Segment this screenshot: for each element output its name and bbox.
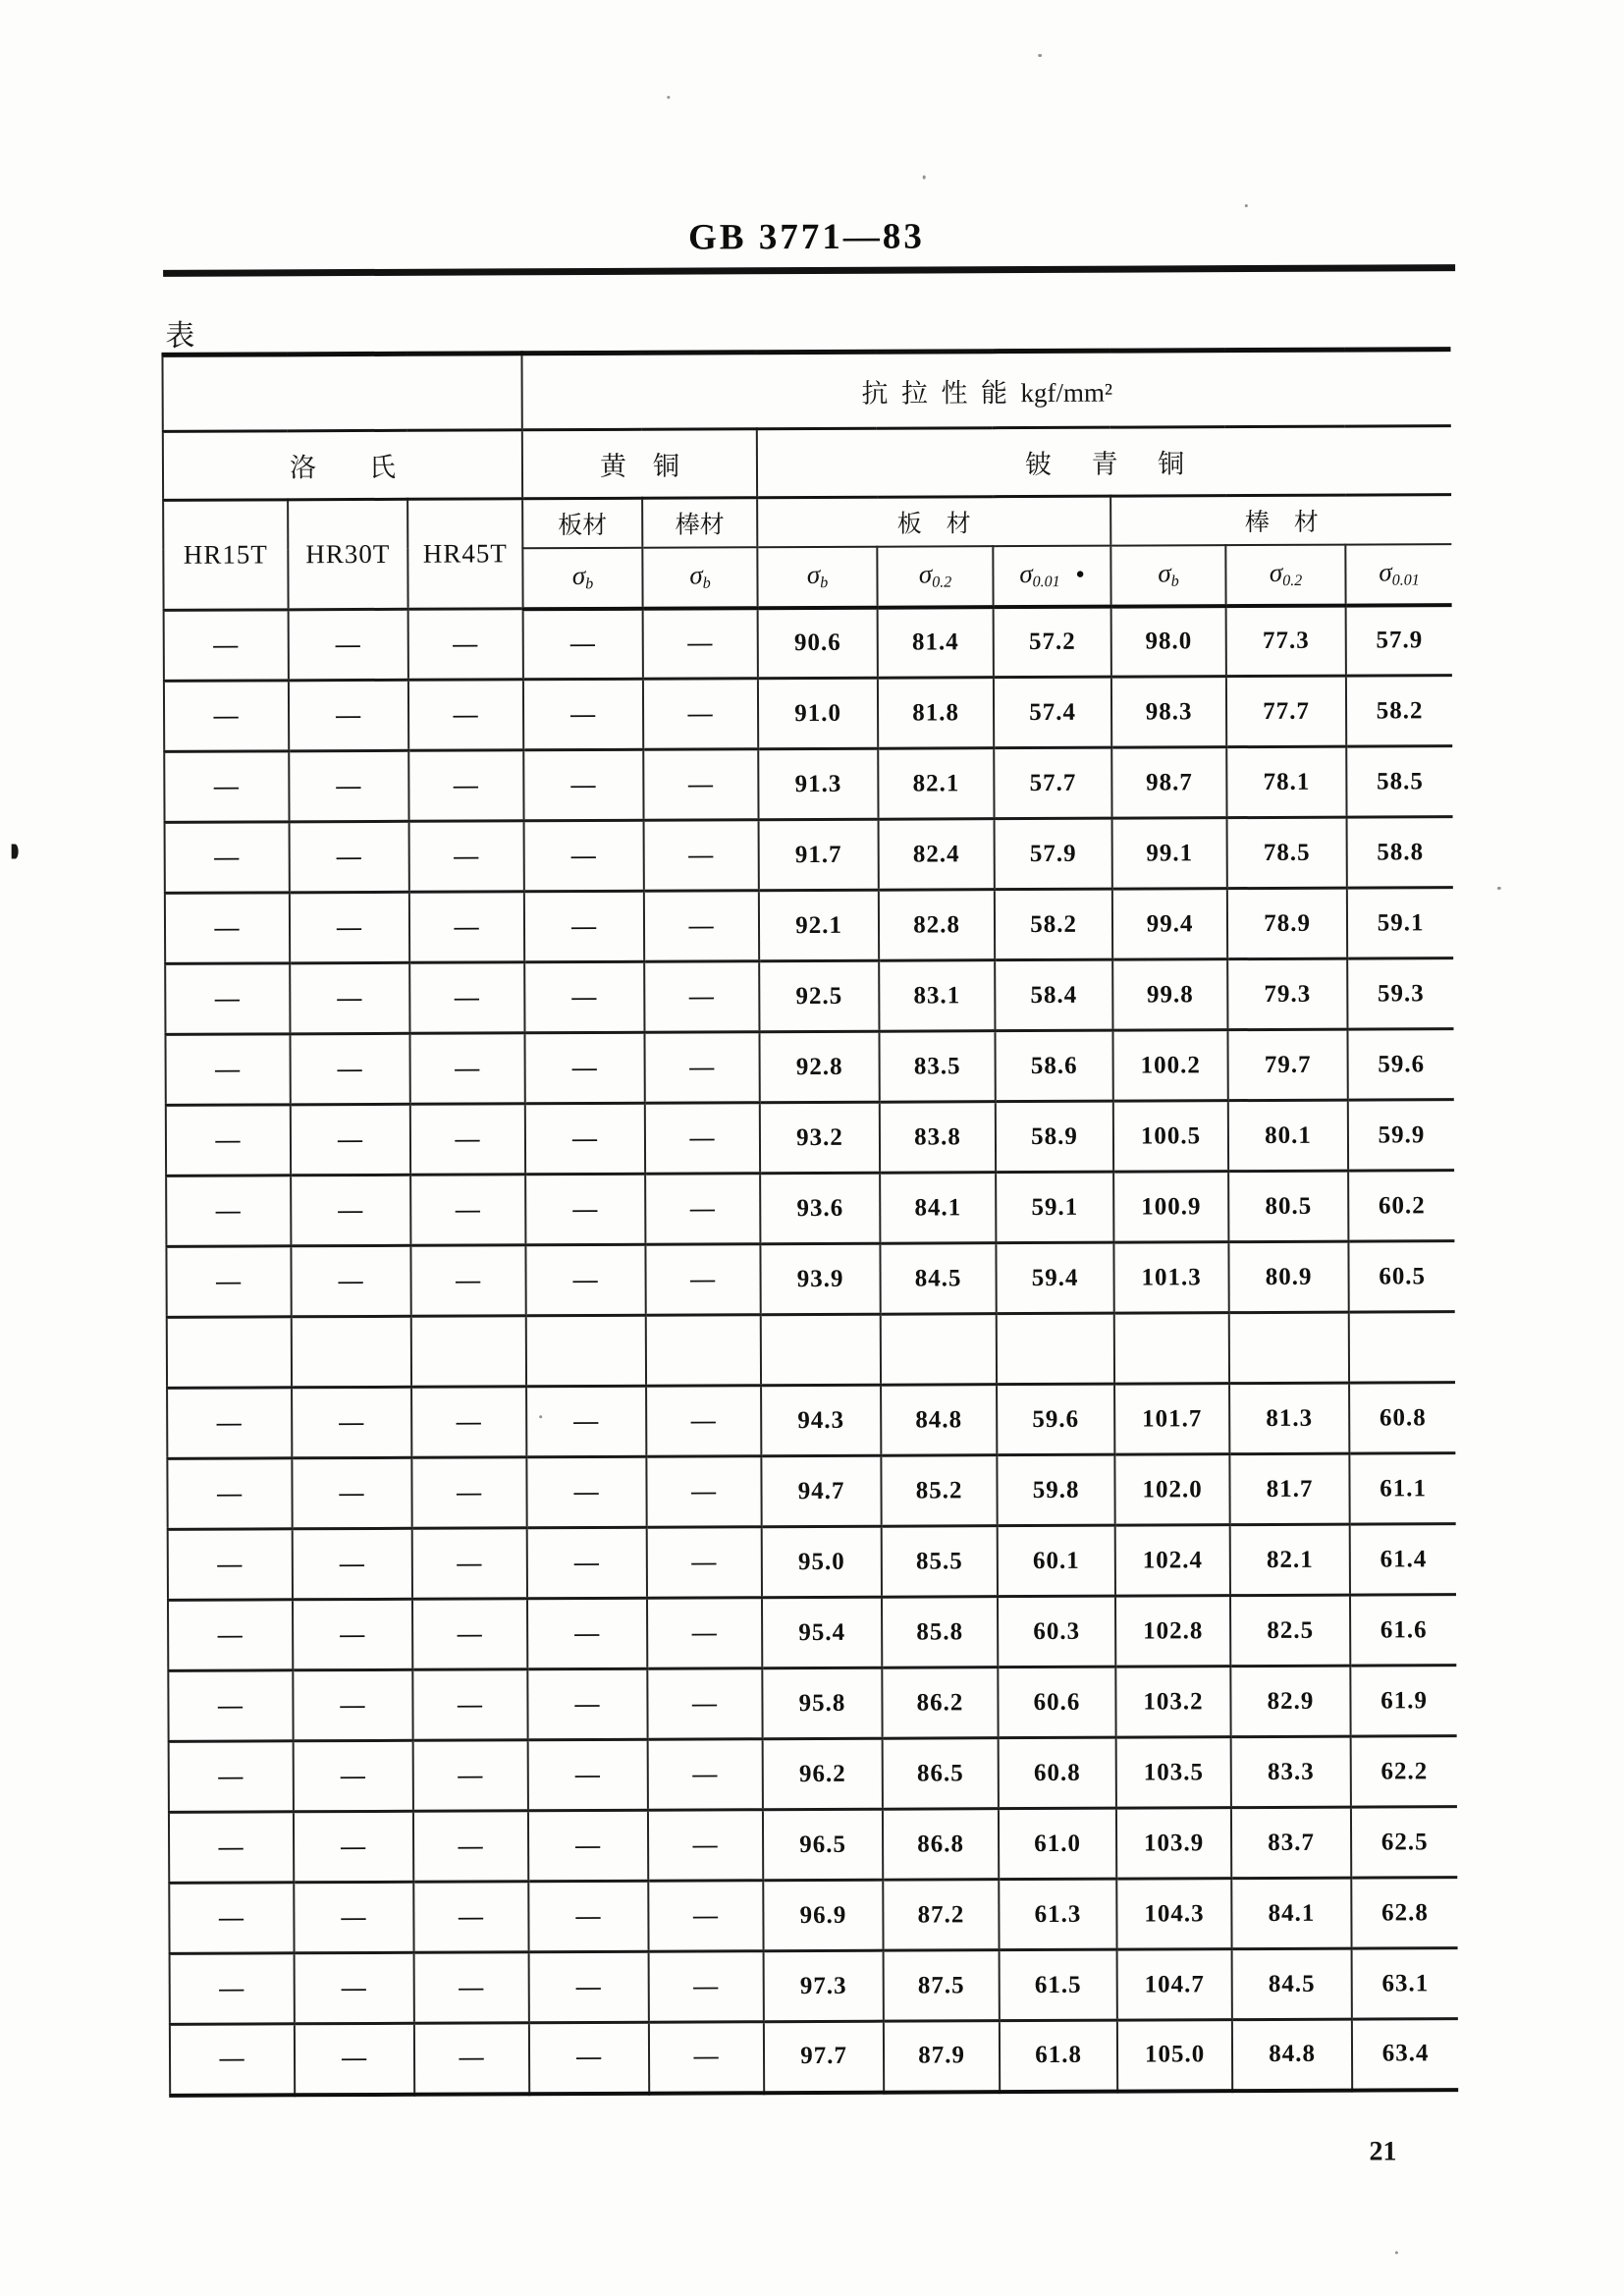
tensile-value-cell: 84.8 xyxy=(1232,2019,1352,2091)
hardness-cell: — xyxy=(165,893,290,964)
tensile-value-cell: 62.5 xyxy=(1351,1807,1457,1878)
tensile-value-cell: 57.7 xyxy=(994,747,1111,819)
tensile-value-cell: 99.1 xyxy=(1112,818,1227,890)
page-number: 21 xyxy=(1369,2136,1397,2167)
tensile-value-cell xyxy=(997,1313,1114,1385)
hardness-cell: — xyxy=(170,1953,295,2025)
hardness-cell: — xyxy=(528,1739,648,1811)
hardness-tensile-table xyxy=(161,347,1458,2097)
hardness-cell: — xyxy=(646,1456,761,1528)
col-hr30t: HR30T xyxy=(288,499,407,610)
tensile-value-cell: 77.7 xyxy=(1226,676,1346,747)
tensile-value-cell: 81.7 xyxy=(1229,1453,1349,1525)
tensile-value-cell: 82.1 xyxy=(878,748,994,820)
hardness-cell: — xyxy=(648,1739,763,1811)
sigma-symbol: σ xyxy=(689,560,703,590)
scan-speck xyxy=(1497,887,1501,890)
tensile-value-cell: 98.0 xyxy=(1111,606,1226,678)
tensile-value-cell: 59.1 xyxy=(1347,888,1453,958)
tensile-value-cell: 82.1 xyxy=(1230,1524,1350,1596)
tensile-value-cell xyxy=(1114,1313,1229,1385)
hardness-cell: — xyxy=(409,962,524,1034)
sigma-symbol: σ xyxy=(571,561,586,591)
hardness-cell: — xyxy=(294,1811,413,1883)
tensile-value-cell: 92.8 xyxy=(760,1031,880,1103)
sigma-symbol: σ xyxy=(806,560,821,590)
hardness-cell: — xyxy=(647,1668,762,1740)
hardness-cell: — xyxy=(289,750,408,822)
hardness-cell: — xyxy=(649,2022,764,2094)
tensile-value-cell: 82.5 xyxy=(1230,1595,1350,1667)
tensile-value-cell: 102.8 xyxy=(1115,1596,1230,1667)
hardness-cell: — xyxy=(294,1882,413,1953)
tensile-value-cell: 99.4 xyxy=(1112,889,1227,960)
beryllium-plate-heading: 板 材 xyxy=(757,496,1110,547)
tensile-value-cell: 61.9 xyxy=(1350,1666,1456,1736)
sigma-b-be-plate: $\sigma_b$ xyxy=(757,546,877,608)
tensile-value-cell: 60.8 xyxy=(1349,1383,1455,1453)
hardness-cell: — xyxy=(413,1740,528,1812)
hardness-cell: — xyxy=(166,1175,291,1247)
sigma-02-be-rod: $\sigma_{0.2}$ xyxy=(1225,544,1345,606)
tensile-value-cell: 94.7 xyxy=(761,1455,881,1527)
tensile-value-cell: 84.5 xyxy=(1232,1948,1352,2020)
hardness-cell: — xyxy=(409,892,524,963)
hardness-cell: — xyxy=(526,1386,646,1457)
hardness-cell: — xyxy=(644,820,759,892)
tensile-value-cell: 101.3 xyxy=(1113,1242,1228,1314)
hardness-cell: — xyxy=(167,1458,292,1530)
hardness-cell: — xyxy=(525,1174,645,1245)
table-row xyxy=(166,1100,1454,1176)
tensile-value-cell: 95.0 xyxy=(762,1526,882,1598)
hardness-cell: — xyxy=(524,961,644,1033)
table-row xyxy=(165,1029,1453,1106)
hardness-cell: — xyxy=(647,1527,762,1599)
tensile-value-cell: 90.6 xyxy=(758,607,878,679)
tensile-value-cell: 61.3 xyxy=(999,1879,1116,1950)
hardness-cell: — xyxy=(169,1812,294,1884)
hardness-cell: — xyxy=(290,821,409,893)
sigma-b-brass-rod: $\sigma_b$ xyxy=(642,547,757,609)
hardness-cell: — xyxy=(527,1598,647,1669)
hardness-cell: — xyxy=(527,1668,647,1740)
hardness-cell: — xyxy=(411,1387,526,1458)
sigma-001-be-plate: $\sigma_{0.01}$ ● xyxy=(993,545,1110,607)
tensile-value-cell: 99.8 xyxy=(1112,959,1227,1031)
tensile-value-cell: 98.7 xyxy=(1111,747,1226,819)
tensile-value-cell: 103.9 xyxy=(1116,1808,1231,1880)
hardness-cell: — xyxy=(648,1810,763,1882)
tensile-value-cell: 92.1 xyxy=(759,890,879,961)
tensile-value-cell: 60.2 xyxy=(1348,1171,1454,1241)
tensile-properties-heading: 抗 拉 性 能 kgf/mm² xyxy=(521,350,1450,430)
hardness-cell: — xyxy=(526,1456,646,1528)
table-row xyxy=(168,1595,1456,1671)
hardness-cell: — xyxy=(408,680,523,751)
hardness-cell: — xyxy=(166,1246,291,1318)
standard-code-title: GB 3771—83 xyxy=(688,216,925,258)
tensile-value-cell: 94.3 xyxy=(761,1385,881,1456)
tensile-value-cell: 104.3 xyxy=(1116,1879,1231,1950)
hardness-cell: — xyxy=(647,1598,762,1669)
tensile-value-cell: 85.5 xyxy=(882,1526,998,1598)
hardness-cell: — xyxy=(408,609,523,681)
hardness-cell: — xyxy=(165,822,290,894)
tensile-value-cell: 78.9 xyxy=(1227,888,1347,959)
sigma-b-brass-plate: $\sigma_b$ xyxy=(522,547,642,609)
hardness-cell: — xyxy=(292,1457,411,1529)
scan-artifact xyxy=(12,845,19,859)
table-row xyxy=(169,1807,1457,1884)
hardness-cell: — xyxy=(648,1881,763,1952)
table-row xyxy=(164,605,1452,682)
tensile-value-cell: 58.6 xyxy=(996,1030,1113,1102)
table-row xyxy=(165,888,1453,964)
tensile-value-cell: 61.5 xyxy=(1000,1949,1117,2021)
header-row-tensile xyxy=(162,350,1450,432)
tensile-value-cell: 81.8 xyxy=(878,678,994,749)
tensile-value-cell: 104.7 xyxy=(1117,1949,1232,2021)
tensile-value-cell: 86.5 xyxy=(883,1738,999,1810)
tensile-value-cell: 102.0 xyxy=(1114,1454,1229,1526)
hardness-cell: — xyxy=(410,1175,525,1246)
table-row xyxy=(168,1666,1456,1742)
tensile-value-cell xyxy=(1229,1312,1349,1384)
tensile-value-cell: 86.2 xyxy=(882,1667,998,1739)
sigma-symbol: σ xyxy=(1269,558,1283,588)
hardness-cell: — xyxy=(413,1811,528,1883)
tensile-value-cell: 93.6 xyxy=(760,1173,880,1244)
tensile-value-cell: 62.8 xyxy=(1351,1878,1457,1948)
tensile-value-cell: 93.2 xyxy=(760,1102,880,1174)
table-row xyxy=(170,1948,1458,2025)
hardness-cell: — xyxy=(524,820,644,892)
hardness-cell: — xyxy=(643,749,758,821)
tensile-value-cell: 58.2 xyxy=(995,889,1112,960)
tensile-value-cell: 87.5 xyxy=(884,1950,1000,2022)
hardness-cell xyxy=(526,1315,646,1387)
hardness-cell: — xyxy=(295,2023,414,2095)
sigma-b-be-rod: $\sigma_b$ xyxy=(1110,545,1225,607)
sigma-001-be-rod: $\sigma_{0.01}$ xyxy=(1345,544,1451,605)
tensile-value-cell: 60.6 xyxy=(998,1667,1115,1738)
tensile-value-cell: 98.3 xyxy=(1111,677,1226,748)
tensile-value-cell: 97.7 xyxy=(764,2021,884,2093)
table-row xyxy=(166,1241,1454,1318)
table-row xyxy=(164,746,1452,823)
col-hr45t: HR45T xyxy=(407,499,523,610)
brass-plate-heading: 板材 xyxy=(522,498,642,548)
table-body xyxy=(164,605,1459,2096)
table-row xyxy=(167,1312,1455,1389)
tensile-value-cell: 84.5 xyxy=(880,1243,996,1315)
tensile-value-cell: 78.1 xyxy=(1226,746,1346,818)
tensile-value-cell: 100.2 xyxy=(1113,1030,1228,1102)
header-row-materials xyxy=(163,495,1451,550)
hardness-cell: — xyxy=(169,1883,294,1954)
tensile-value-cell: 95.4 xyxy=(762,1597,882,1668)
tensile-value-cell: 63.1 xyxy=(1352,1948,1458,2019)
tensile-value-cell: 84.1 xyxy=(1231,1878,1351,1949)
tensile-value-cell: 91.3 xyxy=(758,748,878,820)
sigma-symbol: σ xyxy=(1158,558,1171,588)
tensile-value-cell: 97.3 xyxy=(764,1950,884,2022)
hardness-cell: — xyxy=(168,1600,293,1671)
sigma-02-be-plate: $\sigma_{0.2}$ xyxy=(877,546,993,608)
sigma-symbol: σ xyxy=(1379,557,1392,587)
scan-speck xyxy=(1038,54,1042,57)
hardness-cell: — xyxy=(645,1103,760,1175)
hardness-cell: — xyxy=(645,1032,760,1104)
empty-corner-cell xyxy=(162,354,521,432)
hardness-cell: — xyxy=(169,1741,294,1813)
hardness-cell: — xyxy=(414,1952,529,2024)
hardness-cell: — xyxy=(644,961,759,1033)
tensile-value-cell: 80.9 xyxy=(1228,1241,1348,1313)
hardness-cell: — xyxy=(289,609,408,681)
hardness-cell: — xyxy=(289,680,408,751)
table-row xyxy=(167,1383,1455,1459)
hardness-cell: — xyxy=(292,1387,411,1458)
hardness-cell: — xyxy=(164,751,289,823)
tensile-value-cell: 105.0 xyxy=(1117,2020,1232,2092)
hardness-cell: — xyxy=(649,1951,764,2023)
tensile-value-cell: 82.8 xyxy=(879,890,995,961)
hardness-cell: — xyxy=(525,1032,645,1104)
hardness-cell: — xyxy=(164,681,289,752)
table-header xyxy=(162,350,1451,611)
title-rule xyxy=(163,264,1455,277)
tensile-value-cell: 58.5 xyxy=(1346,746,1452,817)
tensile-value-cell: 58.2 xyxy=(1346,676,1452,746)
hardness-cell: — xyxy=(295,1952,414,2024)
tensile-value-cell: 61.4 xyxy=(1350,1524,1456,1595)
tensile-value-cell: 59.6 xyxy=(997,1384,1114,1455)
hardness-cell: — xyxy=(290,1033,409,1105)
tensile-value-cell: 81.4 xyxy=(878,607,994,679)
hardness-cell: — xyxy=(170,2024,295,2096)
group-brass: 黄 铜 xyxy=(522,429,757,499)
tensile-value-cell: 100.5 xyxy=(1113,1101,1228,1173)
tensile-value-cell: 61.0 xyxy=(999,1808,1116,1880)
tensile-value-cell: 102.4 xyxy=(1115,1525,1230,1597)
tensile-value-cell: 58.9 xyxy=(996,1101,1113,1173)
col-hr15t: HR15T xyxy=(163,500,288,611)
hardness-cell: — xyxy=(167,1388,292,1459)
hardness-cell: — xyxy=(410,1104,525,1175)
tensile-value-cell: 91.0 xyxy=(758,678,878,749)
tensile-value-cell xyxy=(1349,1312,1455,1383)
hardness-cell: — xyxy=(293,1669,412,1741)
tensile-value-cell: 85.8 xyxy=(882,1597,998,1668)
tensile-value-cell: 60.1 xyxy=(998,1525,1115,1597)
table-row xyxy=(166,1171,1454,1247)
hardness-cell: — xyxy=(409,821,524,893)
hardness-cell: — xyxy=(290,962,409,1034)
table-row xyxy=(165,958,1453,1035)
tensile-value-cell: 84.8 xyxy=(881,1385,997,1456)
hardness-cell: — xyxy=(410,1245,525,1317)
tensile-value-cell: 86.8 xyxy=(883,1809,999,1881)
tensile-value-cell: 100.9 xyxy=(1113,1172,1228,1243)
hardness-cell: — xyxy=(529,2022,649,2094)
tensile-value-cell: 96.9 xyxy=(763,1880,883,1951)
hardness-cell: — xyxy=(524,891,644,962)
tensile-value-cell: 83.1 xyxy=(879,960,995,1032)
tensile-value-cell: 83.8 xyxy=(880,1102,996,1174)
tensile-value-cell: 58.4 xyxy=(995,959,1112,1031)
hardness-cell xyxy=(167,1317,292,1389)
table-row xyxy=(165,817,1453,894)
tensile-value-cell: 93.9 xyxy=(760,1243,880,1315)
hardness-cell: — xyxy=(528,1881,648,1952)
hardness-cell: — xyxy=(525,1103,645,1175)
tensile-value-cell: 96.2 xyxy=(763,1738,883,1810)
hardness-cell: — xyxy=(291,1245,410,1317)
hardness-cell: — xyxy=(294,1740,413,1812)
tensile-value-cell: 77.3 xyxy=(1226,605,1346,677)
tensile-value-cell: 63.4 xyxy=(1352,2019,1458,2090)
tensile-value-cell: 85.2 xyxy=(881,1455,997,1527)
group-rockwell: 洛 氏 xyxy=(163,430,522,501)
scan-speck xyxy=(667,96,670,99)
hardness-cell: — xyxy=(409,1033,524,1105)
tensile-value-cell: 92.5 xyxy=(759,960,879,1032)
tensile-value-cell: 96.5 xyxy=(763,1809,883,1881)
tensile-value-cell: 87.9 xyxy=(884,2021,1000,2093)
sigma-symbol: σ xyxy=(1019,559,1033,589)
hardness-cell: — xyxy=(293,1528,412,1600)
tensile-value-cell: 61.6 xyxy=(1350,1595,1456,1666)
hardness-cell: — xyxy=(523,608,643,680)
tensile-value-cell: 82.9 xyxy=(1230,1666,1350,1737)
scan-speck xyxy=(539,1415,542,1418)
hardness-cell: — xyxy=(411,1457,526,1529)
table-caption: 表 xyxy=(165,319,195,353)
tensile-value-cell: 81.3 xyxy=(1229,1383,1349,1454)
hardness-cell: — xyxy=(165,963,290,1035)
scan-speck xyxy=(1395,2251,1398,2254)
tensile-value-cell: 80.1 xyxy=(1228,1100,1348,1172)
sigma-symbol: σ xyxy=(918,559,933,589)
tensile-value-cell: 84.1 xyxy=(880,1173,996,1244)
dot-marker: ● xyxy=(1075,567,1085,583)
hardness-cell: — xyxy=(165,1034,290,1106)
table-row xyxy=(170,2019,1458,2096)
tensile-value-cell: 103.5 xyxy=(1116,1737,1231,1809)
tensile-value-cell: 59.9 xyxy=(1348,1100,1454,1171)
tensile-value-cell: 57.4 xyxy=(994,677,1111,748)
tensile-value-cell: 59.4 xyxy=(996,1242,1113,1314)
tensile-value-cell: 58.8 xyxy=(1347,817,1453,888)
tensile-value-cell xyxy=(761,1314,881,1386)
tensile-value-cell: 83.7 xyxy=(1231,1807,1351,1879)
tensile-value-cell: 60.5 xyxy=(1348,1241,1454,1312)
hardness-cell: — xyxy=(529,1951,649,2023)
hardness-cell xyxy=(292,1316,411,1388)
hardness-cell: — xyxy=(412,1669,527,1741)
hardness-cell: — xyxy=(168,1529,293,1601)
hardness-cell: — xyxy=(525,1244,645,1316)
tensile-value-cell xyxy=(881,1314,997,1386)
hardness-cell: — xyxy=(645,1174,760,1245)
hardness-cell: — xyxy=(523,749,643,821)
table-row xyxy=(167,1453,1455,1530)
table-row xyxy=(169,1878,1457,1954)
tensile-value-cell: 59.6 xyxy=(1348,1029,1454,1100)
beryllium-rod-heading: 棒 材 xyxy=(1110,495,1451,546)
hardness-cell: — xyxy=(168,1670,293,1742)
hardness-cell: — xyxy=(164,610,289,682)
scan-speck xyxy=(1245,204,1248,207)
tensile-value-cell: 57.2 xyxy=(994,606,1111,678)
scan-speck xyxy=(923,175,926,179)
tensile-value-cell: 61.1 xyxy=(1349,1453,1455,1524)
tensile-value-cell: 103.2 xyxy=(1115,1667,1230,1738)
tensile-value-cell: 62.2 xyxy=(1351,1736,1457,1807)
tensile-value-cell: 91.7 xyxy=(759,819,879,891)
hardness-cell: — xyxy=(291,1175,410,1246)
hardness-cell: — xyxy=(414,2023,529,2095)
header-row-groups xyxy=(163,426,1451,501)
tensile-value-cell: 80.5 xyxy=(1228,1171,1348,1242)
hardness-cell: — xyxy=(291,1104,410,1175)
hardness-cell: — xyxy=(412,1599,527,1670)
tensile-value-cell: 83.3 xyxy=(1231,1736,1351,1808)
tensile-value-cell: 57.9 xyxy=(1346,605,1452,676)
hardness-cell: — xyxy=(523,679,643,750)
hardness-cell: — xyxy=(412,1528,527,1600)
hardness-cell: — xyxy=(408,750,523,822)
hardness-cell: — xyxy=(527,1527,647,1599)
table-row xyxy=(164,676,1452,752)
group-beryllium-bronze: 铍 青 铜 xyxy=(757,426,1451,498)
tensile-value-cell: 79.7 xyxy=(1228,1029,1348,1101)
tensile-value-cell: 60.8 xyxy=(999,1737,1116,1809)
tensile-value-cell: 57.9 xyxy=(995,818,1112,890)
tensile-value-cell: 59.8 xyxy=(997,1454,1114,1526)
tensile-value-cell: 59.3 xyxy=(1347,958,1453,1029)
brass-rod-heading: 棒材 xyxy=(642,498,757,548)
hardness-cell: — xyxy=(646,1386,761,1457)
tensile-value-cell: 82.4 xyxy=(879,819,995,891)
table-row xyxy=(168,1524,1456,1601)
hardness-cell: — xyxy=(293,1599,412,1670)
hardness-cell: — xyxy=(645,1244,760,1316)
tensile-value-cell: 87.2 xyxy=(883,1880,999,1951)
hardness-cell: — xyxy=(643,608,758,680)
hardness-cell: — xyxy=(413,1882,528,1953)
tensile-value-cell: 79.3 xyxy=(1227,958,1347,1030)
tensile-value-cell: 83.5 xyxy=(880,1031,996,1103)
tensile-value-cell: 95.8 xyxy=(762,1667,882,1739)
hardness-cell xyxy=(411,1316,526,1388)
tensile-value-cell: 59.1 xyxy=(996,1172,1113,1243)
tensile-value-cell: 61.8 xyxy=(1000,2020,1117,2092)
hardness-cell: — xyxy=(643,679,758,750)
tensile-value-cell: 78.5 xyxy=(1227,817,1347,889)
hardness-cell: — xyxy=(528,1810,648,1882)
hardness-cell: — xyxy=(644,891,759,962)
tensile-value-cell: 60.3 xyxy=(998,1596,1115,1667)
hardness-cell: — xyxy=(166,1105,291,1176)
table-row xyxy=(169,1736,1457,1813)
tensile-value-cell: 101.7 xyxy=(1114,1384,1229,1455)
hardness-cell: — xyxy=(290,892,409,963)
hardness-cell xyxy=(646,1315,761,1387)
